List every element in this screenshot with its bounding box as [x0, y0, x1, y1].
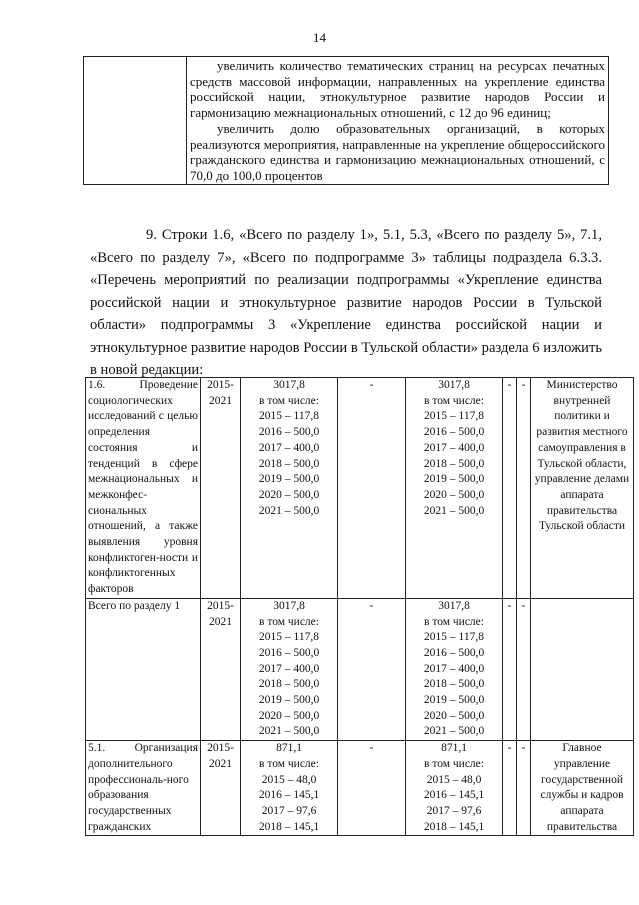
amount-line: 2021 – 500,0: [258, 725, 320, 738]
amount-line: 2018 – 145,1: [423, 820, 485, 833]
other-sources-cell: -: [517, 598, 531, 740]
total-amount-cell: [241, 378, 338, 599]
period-line: 2015-: [207, 379, 234, 391]
measure-name-cell: 5.1. Организация дополнительного профессиональ-ного образования государственных гражданских: [86, 741, 201, 836]
amount-line: 2020 – 500,0: [423, 709, 485, 722]
amount-line: 2018 – 500,0: [423, 678, 485, 691]
measure-name-cell: Всего по разделу 1: [86, 598, 201, 740]
regional-budget-cell: [406, 378, 503, 599]
amount-line: в том числе:: [259, 394, 319, 407]
amount-line: 2018 – 500,0: [423, 457, 485, 470]
amount-line: 2015 – 117,8: [259, 410, 319, 423]
amount-line: 2015 – 48,0: [426, 773, 482, 786]
regional-budget-cell: [406, 741, 503, 836]
local-budget-cell: -: [503, 378, 517, 599]
amount-line: 2018 – 500,0: [258, 678, 320, 691]
amount-line: 3017,8: [438, 379, 470, 391]
period-line: 2015-: [207, 599, 234, 612]
other-sources-cell: -: [517, 741, 531, 836]
amount-line: 2019 – 500,0: [423, 473, 485, 486]
period-cell: [201, 378, 241, 599]
measure-name-cell: 1.6. Проведение социологических исследований с целью определения состояния и тенденций в сфере межнациональных и межконфес-сиональных отношений, а также выявления уровня конфликтоген-ности и конфликтогенных факторов: [86, 378, 201, 599]
amount-line: 2016 – 145,1: [423, 789, 485, 802]
other-sources-cell: -: [517, 378, 531, 599]
amount-line: 2016 – 145,1: [258, 789, 320, 802]
regional-budget-cell: [406, 598, 503, 740]
amount-line: 2016 – 500,0: [258, 426, 320, 439]
amount-line: 871,1: [441, 742, 467, 755]
federal-budget-cell: -: [338, 741, 406, 836]
amount-line: 2021 – 500,0: [258, 504, 320, 517]
amount-line: в том числе:: [424, 757, 484, 770]
table-row: [86, 378, 634, 599]
amount-line: 2020 – 500,0: [423, 488, 485, 501]
amount-line: 871,1: [276, 742, 302, 755]
local-budget-cell: -: [503, 598, 517, 740]
period-cell: [201, 598, 241, 740]
measures-table: [85, 377, 634, 836]
amount-line: 2016 – 500,0: [423, 426, 485, 439]
amount-line: 2021 – 500,0: [423, 725, 485, 738]
amount-line: 2015 – 117,8: [259, 631, 319, 644]
goals-table-row: [84, 57, 609, 185]
federal-budget-cell: -: [338, 378, 406, 599]
period-line: 2015-: [207, 742, 234, 755]
amount-line: 2016 – 500,0: [258, 646, 320, 659]
amount-line: 2017 – 97,6: [426, 804, 482, 817]
table-row: [86, 598, 634, 740]
amount-line: 3017,8: [273, 599, 305, 612]
total-amount-cell: [241, 741, 338, 836]
total-amount-cell: [241, 598, 338, 740]
goals-text-cell: [187, 57, 609, 185]
section-9-paragraph: 9. Строки 1.6, «Всего по разделу 1», 5.1, 5.3, «Всего по разделу 5», 7.1, «Всего по разделу 7», «Всего по подпрограмме 3» таблицы подраздела 6.3.3. «Перечень мероприятий по реализации подпрограммы «Укрепление единства российской нации и этнокультурное развитие народов России в Тульской области» подпрограммы 3 «Укрепление единства российской нации и этнокультурное развитие народов России в Тульской области» раздела 6 изложить в новой редакции:: [90, 227, 602, 378]
amount-line: 2020 – 500,0: [258, 709, 320, 722]
responsible-executor-cell: Главное управление государственной службы и кадров аппарата правительства: [531, 741, 634, 836]
amount-line: 2021 – 500,0: [423, 504, 485, 517]
amount-line: в том числе:: [424, 615, 484, 628]
amount-line: 2017 – 400,0: [423, 441, 485, 454]
period-cell: [201, 741, 241, 836]
federal-budget-cell: -: [338, 598, 406, 740]
amount-line: 3017,8: [438, 599, 470, 612]
amount-line: 3017,8: [273, 379, 305, 391]
period-line: 2021: [209, 394, 232, 407]
amount-line: 2019 – 500,0: [258, 473, 320, 486]
amount-line: в том числе:: [259, 757, 319, 770]
amount-line: 2015 – 48,0: [261, 773, 317, 786]
amount-line: 2018 – 145,1: [258, 820, 320, 833]
amount-line: 2019 – 500,0: [423, 694, 485, 707]
amount-line: в том числе:: [259, 615, 319, 628]
amount-line: 2016 – 500,0: [423, 646, 485, 659]
responsible-executor-cell: [531, 598, 634, 740]
goal-paragraph-organizations: увеличить долю образовательных организаций, в которых реализуются мероприятия, направленные на укрепление общероссийского гражданского единства и гармонизацию межнациональных отношений, с 70,0 до 100,0 процентов: [190, 120, 605, 183]
goals-table: [83, 56, 609, 185]
goal-paragraph-pages: увеличить количество тематических страниц на ресурсах печатных средств массовой информации, направленных на укрепление единства российской нации, этнокультурное развитие народов России и гармонизацию межнациональных отношений, с 12 до 96 единиц;: [190, 58, 605, 121]
period-line: 2021: [209, 757, 232, 770]
local-budget-cell: -: [503, 741, 517, 836]
amount-line: 2015 – 117,8: [424, 631, 484, 644]
amount-line: 2017 – 400,0: [258, 441, 320, 454]
amount-line: 2017 – 400,0: [423, 662, 485, 675]
amount-line: 2018 – 500,0: [258, 457, 320, 470]
amount-line: в том числе:: [424, 394, 484, 407]
amount-line: 2017 – 400,0: [258, 662, 320, 675]
amount-line: 2017 – 97,6: [261, 804, 317, 817]
amount-line: 2019 – 500,0: [258, 694, 320, 707]
page-number: 14: [313, 30, 326, 45]
goals-table-empty-cell: [84, 57, 187, 185]
responsible-executor-cell: Министерство внутренней политики и развития местного самоуправления в Тульской области, управление делами аппарата правительства Тульской области: [531, 378, 634, 599]
table-row: [86, 741, 634, 836]
amount-line: 2015 – 117,8: [424, 410, 484, 423]
period-line: 2021: [209, 615, 232, 628]
amount-line: 2020 – 500,0: [258, 488, 320, 501]
